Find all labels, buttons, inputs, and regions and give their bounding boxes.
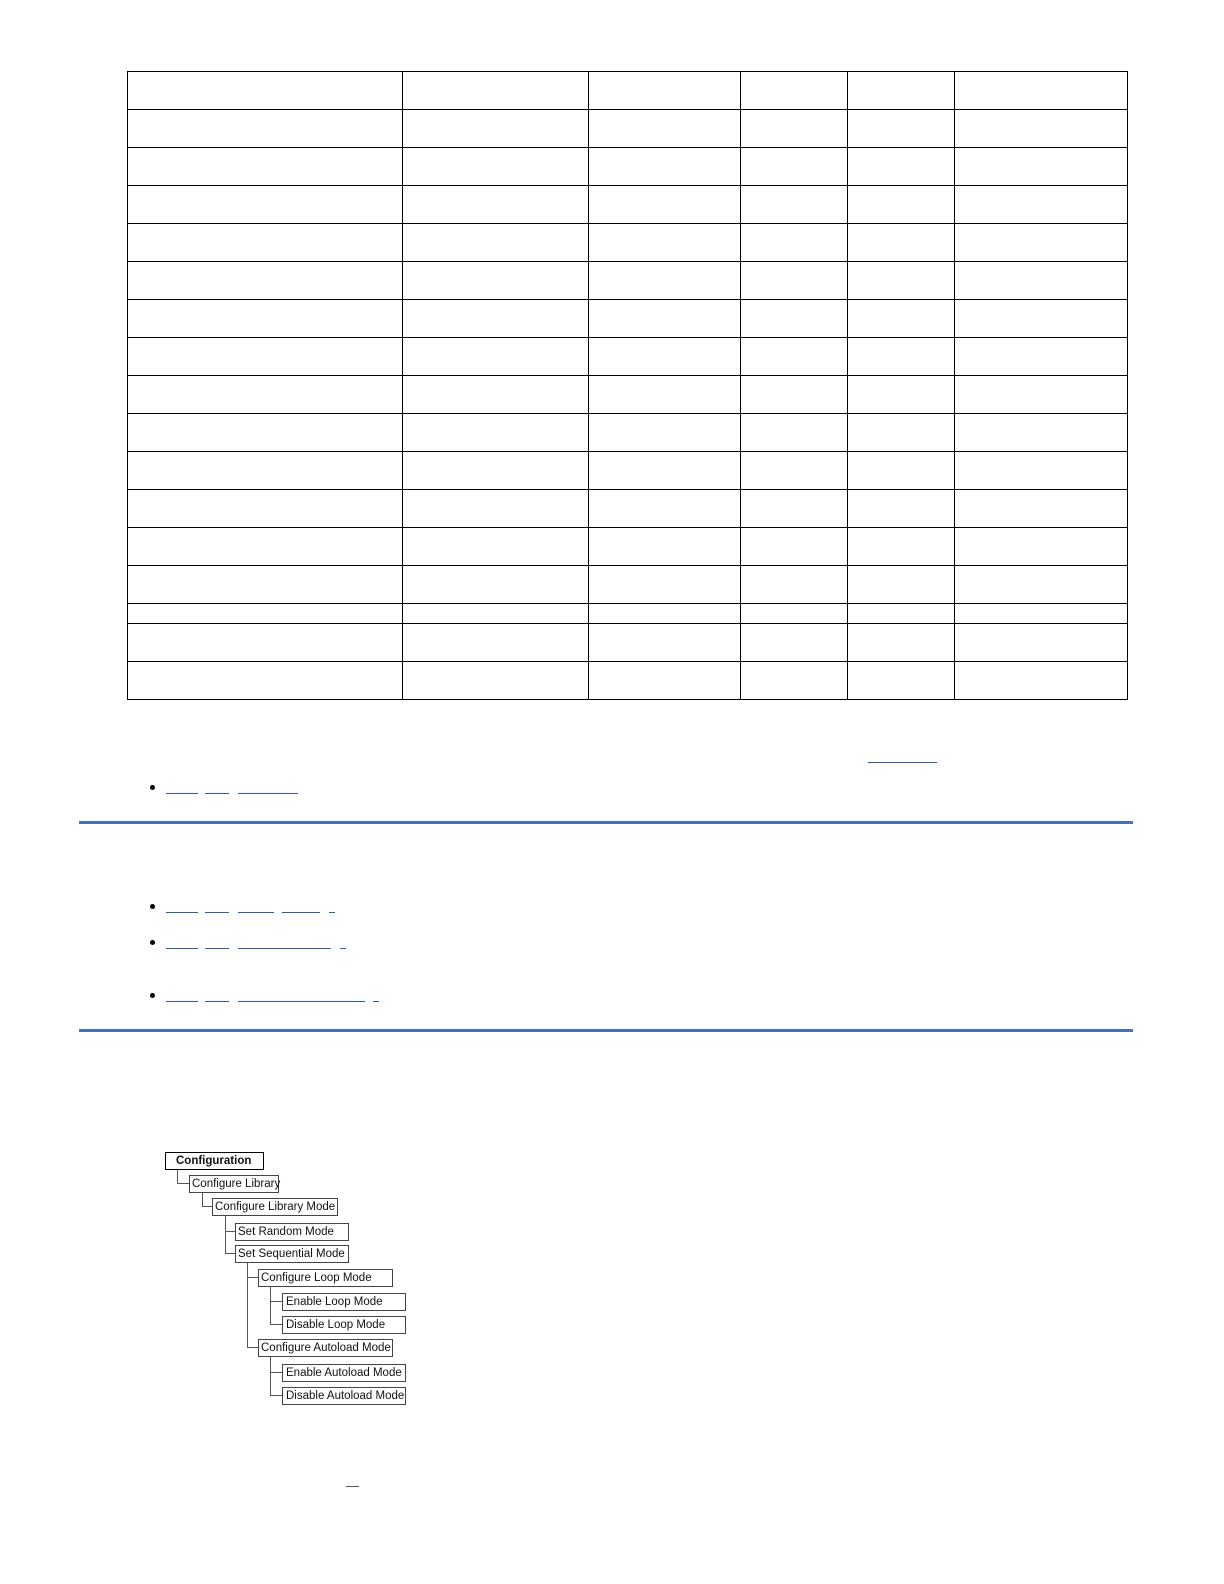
- table-cell: [589, 376, 741, 414]
- table-cell: [128, 72, 403, 110]
- table-cell: [741, 72, 848, 110]
- table-cell: [403, 490, 589, 528]
- table-cell: [848, 414, 955, 452]
- table-cell: [589, 72, 741, 110]
- menu-tree-figure: [162, 1148, 416, 1410]
- table-row: [128, 376, 1128, 414]
- tree-connector: [247, 1277, 258, 1278]
- table-cell: [403, 300, 589, 338]
- tree-connector: [225, 1253, 235, 1254]
- table-cell: [741, 300, 848, 338]
- list-link-part[interactable]: [205, 793, 229, 794]
- table-cell: [589, 148, 741, 186]
- table-cell: [403, 452, 589, 490]
- menu-node-set-sequential-mode: Set Sequential Mode: [235, 1245, 349, 1263]
- tree-connector: [270, 1395, 282, 1396]
- table-cell: [955, 376, 1128, 414]
- table-cell: [589, 452, 741, 490]
- table-cell: [741, 566, 848, 604]
- table-cell: [848, 300, 955, 338]
- table-cell: [128, 490, 403, 528]
- menu-node-enable-autoload-mode: Enable Autoload Mode: [282, 1364, 406, 1382]
- table-row: [128, 490, 1128, 528]
- table-cell: [848, 624, 955, 662]
- table-cell: [128, 528, 403, 566]
- table-cell: [741, 186, 848, 224]
- table-row: [128, 72, 1128, 110]
- table-cell: [741, 604, 848, 624]
- table-cell: [128, 376, 403, 414]
- table-cell: [403, 528, 589, 566]
- table-cell: [128, 186, 403, 224]
- table-cell: [955, 72, 1128, 110]
- list-bullet: [150, 785, 155, 790]
- table-cell: [741, 148, 848, 186]
- list-link-part[interactable]: [238, 912, 274, 913]
- table-cell: [589, 624, 741, 662]
- table-cell: [128, 300, 403, 338]
- table-cell: [848, 528, 955, 566]
- menu-node-configure-library-mode: Configure Library Mode: [212, 1198, 338, 1216]
- list-bullet: [150, 993, 155, 998]
- table-cell: [955, 528, 1128, 566]
- table-cell: [403, 110, 589, 148]
- tree-connector: [270, 1301, 282, 1302]
- table-cell: [589, 186, 741, 224]
- table-cell: [589, 566, 741, 604]
- table-cell: [955, 452, 1128, 490]
- list-link-part[interactable]: [238, 1001, 365, 1002]
- table-cell: [955, 338, 1128, 376]
- table-cell: [128, 604, 403, 624]
- table-row: [128, 624, 1128, 662]
- table-cell: [589, 414, 741, 452]
- table-cell: [128, 566, 403, 604]
- table-cell: [955, 566, 1128, 604]
- list-bullet: [150, 940, 155, 945]
- table-row: [128, 186, 1128, 224]
- table-cell: [589, 300, 741, 338]
- table-cell: [403, 376, 589, 414]
- table-cell: [848, 490, 955, 528]
- tree-connector: [247, 1261, 248, 1348]
- menu-node-disable-loop-mode: Disable Loop Mode: [282, 1316, 406, 1334]
- list-bullet: [150, 904, 155, 909]
- tree-connector: [247, 1347, 258, 1348]
- table-cell: [403, 148, 589, 186]
- table-cell: [403, 566, 589, 604]
- table-cell: [128, 262, 403, 300]
- table-cell: [741, 110, 848, 148]
- menu-node-configure-loop-mode: Configure Loop Mode: [258, 1269, 393, 1287]
- list-link-part[interactable]: [373, 1001, 379, 1002]
- table-cell: [848, 662, 955, 700]
- tree-connector: [270, 1324, 282, 1325]
- table-row: [128, 224, 1128, 262]
- menu-node-configure-library: Configure Library: [189, 1175, 279, 1193]
- tree-connector: [177, 1183, 189, 1184]
- table-cell: [848, 110, 955, 148]
- table-cell: [128, 414, 403, 452]
- table-cell: [955, 662, 1128, 700]
- menu-node-set-random-mode: Set Random Mode: [235, 1223, 349, 1241]
- table-cell: [589, 528, 741, 566]
- table-row: [128, 566, 1128, 604]
- tree-connector: [270, 1355, 271, 1396]
- table-cell: [741, 490, 848, 528]
- table-cell: [403, 72, 589, 110]
- table-cell: [128, 224, 403, 262]
- table-cell: [403, 186, 589, 224]
- menu-node-disable-autoload-mode: Disable Autoload Mode: [282, 1387, 406, 1405]
- table-row: [128, 604, 1128, 624]
- table-cell: [955, 224, 1128, 262]
- footnote-link[interactable]: [346, 1486, 359, 1487]
- table-cell: [589, 662, 741, 700]
- table-cell: [955, 490, 1128, 528]
- table-cell: [741, 528, 848, 566]
- table-cell: [128, 662, 403, 700]
- table-cell: [589, 110, 741, 148]
- section-divider: [79, 821, 1133, 824]
- tree-connector: [270, 1372, 282, 1373]
- list-link-part[interactable]: [238, 948, 331, 949]
- table-row: [128, 414, 1128, 452]
- table-cell: [955, 262, 1128, 300]
- table-row: [128, 148, 1128, 186]
- table-cell: [741, 262, 848, 300]
- table-cell: [741, 414, 848, 452]
- list-link-part[interactable]: [205, 912, 229, 913]
- table-cell: [403, 624, 589, 662]
- table-cell: [955, 148, 1128, 186]
- table-cell: [403, 414, 589, 452]
- table-cell: [128, 110, 403, 148]
- table-cell: [403, 262, 589, 300]
- table-cell: [848, 566, 955, 604]
- table-row: [128, 262, 1128, 300]
- table-cell: [848, 148, 955, 186]
- table-cell: [589, 604, 741, 624]
- list-link-part[interactable]: [166, 1001, 198, 1002]
- menu-node-configure-autoload-mode: Configure Autoload Mode: [258, 1339, 393, 1357]
- table-cell: [128, 624, 403, 662]
- table-cell: [589, 224, 741, 262]
- table-cell: [128, 338, 403, 376]
- list-link-part[interactable]: [166, 793, 198, 794]
- table-cell: [848, 186, 955, 224]
- empty-table: [127, 71, 1128, 700]
- list-link-part[interactable]: [205, 948, 229, 949]
- table-cell: [848, 452, 955, 490]
- table-cell: [955, 110, 1128, 148]
- tree-connector: [225, 1214, 226, 1254]
- table-cell: [741, 452, 848, 490]
- table-cell: [955, 300, 1128, 338]
- table-cell: [741, 338, 848, 376]
- menu-node-enable-loop-mode: Enable Loop Mode: [282, 1293, 406, 1311]
- section-divider: [79, 1029, 1133, 1032]
- list-link-part[interactable]: [340, 948, 346, 949]
- list-link-part[interactable]: [166, 912, 198, 913]
- table-cell: [741, 662, 848, 700]
- table-cell: [741, 376, 848, 414]
- list-link-part[interactable]: [205, 1001, 229, 1002]
- table-cell: [955, 186, 1128, 224]
- table-row: [128, 528, 1128, 566]
- table-cell: [848, 262, 955, 300]
- table-cell: [403, 224, 589, 262]
- table-cell: [128, 452, 403, 490]
- table-row: [128, 662, 1128, 700]
- table-cell: [848, 338, 955, 376]
- table-cell: [848, 72, 955, 110]
- table-cell: [741, 224, 848, 262]
- table-row: [128, 110, 1128, 148]
- table-cell: [955, 604, 1128, 624]
- table-cell: [403, 662, 589, 700]
- table-cell: [589, 490, 741, 528]
- reference-link[interactable]: [868, 762, 937, 763]
- table-row: [128, 338, 1128, 376]
- table-row: [128, 300, 1128, 338]
- table-cell: [589, 262, 741, 300]
- list-link-part[interactable]: [166, 948, 198, 949]
- table-cell: [955, 624, 1128, 662]
- table-cell: [403, 338, 589, 376]
- table-cell: [403, 604, 589, 624]
- tree-connector: [270, 1285, 271, 1325]
- table-cell: [955, 414, 1128, 452]
- list-link-part[interactable]: [282, 912, 320, 913]
- table-row: [128, 452, 1128, 490]
- tree-connector: [202, 1206, 212, 1207]
- table-cell: [589, 338, 741, 376]
- table-cell: [848, 604, 955, 624]
- table-cell: [848, 376, 955, 414]
- table-cell: [848, 224, 955, 262]
- menu-node-configuration: Configuration: [165, 1152, 264, 1170]
- table-cell: [741, 624, 848, 662]
- list-link-part[interactable]: [329, 912, 335, 913]
- list-link-part[interactable]: [238, 793, 298, 794]
- table-cell: [128, 148, 403, 186]
- tree-connector: [225, 1231, 235, 1232]
